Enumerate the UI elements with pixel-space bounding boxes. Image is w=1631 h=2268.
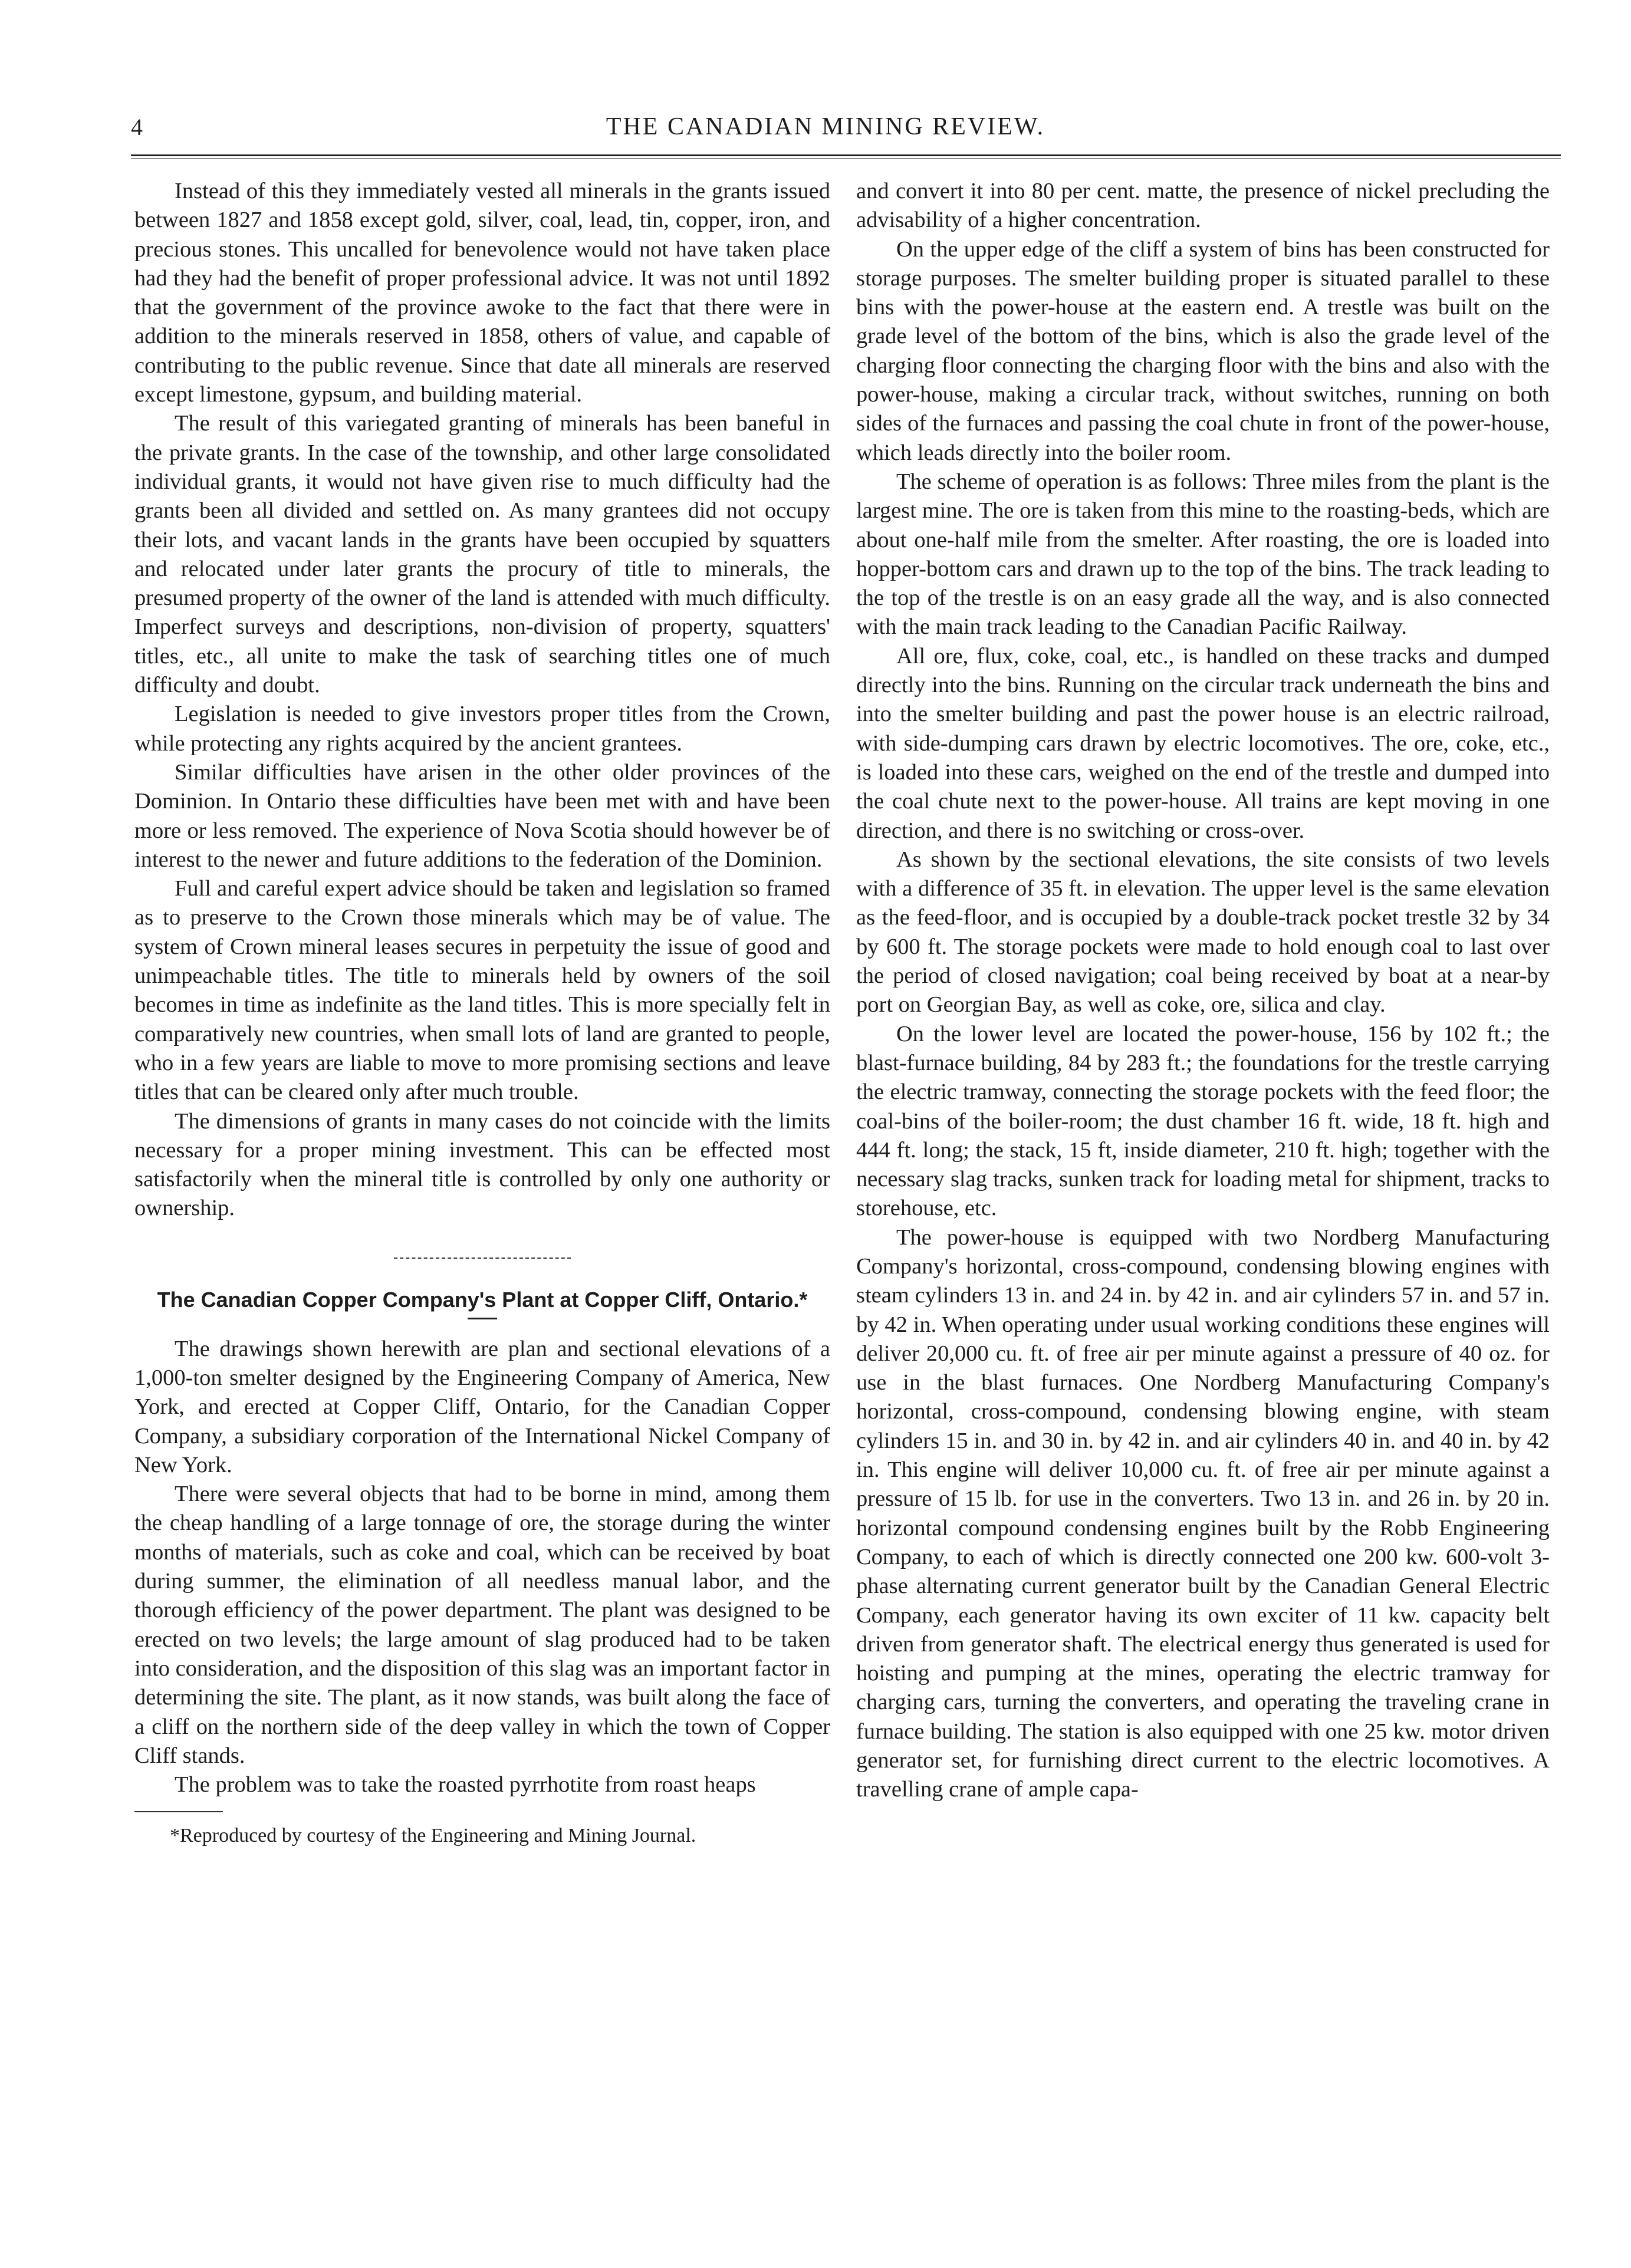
section-divider bbox=[394, 1258, 571, 1259]
paragraph: All ore, flux, coke, coal, etc., is handled on these tracks and dumped directly into the bins. Running on the circular track underneath the bins and into the smelter building and past the power house is an electric railroad, with side-dumping cars drawn by electric locomotives. The ore, coke, etc., is loaded into these cars, weighed on the end of the trestle and dumped into the coal chute next to the power-house. All trains are kept moving in one direction, and there is no switching or cross-over. bbox=[856, 643, 1550, 843]
right-column bbox=[856, 177, 1550, 1805]
header-rule bbox=[131, 154, 1561, 156]
paragraph: Instead of this they immediately vested all minerals in the grants issued between 1827 and 1858 except gold, silver, coal, lead, tin, copper, iron, and precious stones. This uncalled for benevolence would not have taken place had they had the benefit of proper professional advice. It was not until 1892 that the government of the province awoke to the fact that there were in addition to the minerals reserved in 1858, others of value, and capable of contributing to the public revenue. Since that date all minerals are reserved except limestone, gypsum, and building material. bbox=[134, 179, 830, 407]
article-title: The Canadian Copper Company's Plant at Copper Cliff, Ontario.* bbox=[157, 1287, 808, 1312]
paragraph: As shown by the sectional elevations, the site consists of two levels with a difference of 35 ft. in elevation. The upper level is the same elevation as the feed-floor, and is occupied by a double-track pocket trestle 32 by 34 by 600 ft. The storage pockets were made to hold enough coal to last over the period of closed navigation; coal being received by boat at a near-by port on Georgian Bay, as well as coke, ore, silica and clay. bbox=[856, 847, 1550, 1018]
paragraph: The drawings shown herewith are plan and sectional elevations of a 1,000-ton smelter designed by the Engineering Company of America, New York, and erected at Copper Cliff, Ontario, for the Canadian Copper Company, a subsidiary corporation of the International Nickel Company of New York. bbox=[134, 1336, 830, 1477]
paragraph: The problem was to take the roasted pyrrhotite from roast heaps bbox=[175, 1772, 756, 1798]
title-dash bbox=[468, 1318, 497, 1319]
footnote-rule bbox=[134, 1811, 223, 1812]
paragraph: On the upper edge of the cliff a system of bins has been constructed for storage purposes. The smelter building proper is situated parallel to these bins with the power-house at the eastern end. A trestle was built on the grade level of the bottom of the bins, which is also the grade level of the charging floor connecting the charging floor with the bins and also with the power-house, making a circular track, without switches, running on both sides of the furnaces and passing the coal chute in front of the power-house, which leads directly into the boiler room. bbox=[856, 236, 1550, 465]
paragraph: The power-house is equipped with two Nordberg Manufacturing Company's horizontal, cross-compound, condensing blowing engines with steam cylinders 13 in. and 24 in. by 42 in. and air cylinders 57 in. and 57 in. by 42 in. When operating under usual working conditions these engines will deliver 20,000 cu. ft. of free air per minute against a pressure of 40 oz. for use in the blast furnaces. One Nordberg Manufacturing Company's horizontal, cross-compound, condensing blowing engine, with steam cylinders 15 in. and 30 in. by 42 in. and air cylinders 40 in. and 40 in. by 42 in. This engine will deliver 10,000 cu. ft. of free air per minute against a pressure of 15 lb. for use in the converters. Two 13 in. and 26 in. by 20 in. horizontal compound condensing engines built by the Robb Engineering Company, to each of which is directly connected one 200 kw. 600-volt 3-phase alternating current generator built by the Canadian General Electric Company, each generator having its own exciter of 11 kw. capacity belt driven from generator shaft. The electrical energy thus generated is used for hoisting and pumping at the mines, operating the electric tramway for charging cars, turning the converters, and operating the traveling crane in furnace building. The station is also equipped with one 25 kw. motor driven generator set, for furnishing direct current to the electric locomotives. A travelling crane of ample capa- bbox=[856, 1224, 1550, 1802]
paragraph: The result of this variegated granting of minerals has been baneful in the private grants. In the case of the township, and other large consolidated individual grants, it would not have given rise to much difficulty had the grants been all divided and settled on. As many grantees did not occupy their lots, and vacant lands in the grants have been occupied by squatters and relocated under later grants the procury of title to minerals, the presumed property of the owner of the land is attended with much difficulty. Imperfect surveys and descriptions, non-division of property, squatters' titles, etc., all unite to make the task of searching titles one of much difficulty and doubt. bbox=[134, 411, 830, 698]
paragraph: There were several objects that had to be borne in mind, among them the cheap handling of a large tonnage of ore, the storage during the winter months of materials, such as coke and coal, which can be received by boat during summer, the elimination of all needless manual labor, and the thorough efficiency of the power department. The plant was designed to be erected on two levels; the large amount of slag produced had to be taken into consideration, and the disposition of this slag was an important factor in determining the site. The plant, as it now stands, was built along the face of a cliff on the northern side of the deep valley in which the town of Copper Cliff stands. bbox=[134, 1482, 830, 1768]
paragraph: and convert it into 80 per cent. matte, the presence of nickel precluding the advisability of a higher concentration. bbox=[856, 179, 1550, 233]
paragraph: Legislation is needed to give investors proper titles from the Crown, while protecting any rights acquired by the ancient grantees. bbox=[134, 702, 830, 756]
journal-title: THE CANADIAN MINING REVIEW. bbox=[606, 113, 1045, 140]
header-rule-thin bbox=[131, 158, 1561, 159]
paragraph: Full and careful expert advice should be taken and legislation so framed as to preserve to the Crown those minerals which may be of value. The system of Crown mineral leases secures in perpetuity the issue of good and unimpeachable titles. The title to minerals held by owners of the soil becomes in time as indefinite as the land titles. This is more specially felt in comparatively new countries, when small lots of land are granted to people, who in a few years are liable to move to more promising sections and leave titles that can be cleared only after much trouble. bbox=[134, 876, 830, 1105]
footnote: *Reproduced by courtesy of the Engineering and Mining Journal. bbox=[170, 1825, 696, 1847]
paragraph: The scheme of operation is as follows: Three miles from the plant is the largest mine. The ore is taken from this mine to the roasting-beds, which are about one-half mile from the smelter. After roasting, the ore is loaded into hopper-bottom cars and drawn up to the top of the bins. The track leading to the top of the trestle is on an easy grade all the way, and is also connected with the main track leading to the Canadian Pacific Railway. bbox=[856, 469, 1550, 640]
paragraph: Similar difficulties have arisen in the other older provinces of the Dominion. In Ontario these difficulties have been met with and have been more or less removed. The experience of Nova Scotia should however be of interest to the newer and future additions to the federation of the Dominion. bbox=[134, 759, 830, 872]
left-column bbox=[134, 177, 830, 1849]
page-number: 4 bbox=[131, 114, 143, 140]
paragraph: The dimensions of grants in many cases do not coincide with the limits necessary for a proper mining investment. This can be effected most satisfactorily when the mineral title is controlled by only one authority or ownership. bbox=[134, 1108, 830, 1221]
paragraph: On the lower level are located the power-house, 156 by 102 ft.; the blast-furnace building, 84 by 283 ft.; the foundations for the trestle carrying the electric tramway, connecting the storage pockets with the feed floor; the coal-bins of the boiler-room; the dust chamber 16 ft. wide, 18 ft. high and 444 ft. long; the stack, 15 ft, inside diameter, 210 ft. high; together with the necessary slag tracks, sunken track for loading metal for shipment, tracks to storehouse, etc. bbox=[856, 1021, 1550, 1221]
